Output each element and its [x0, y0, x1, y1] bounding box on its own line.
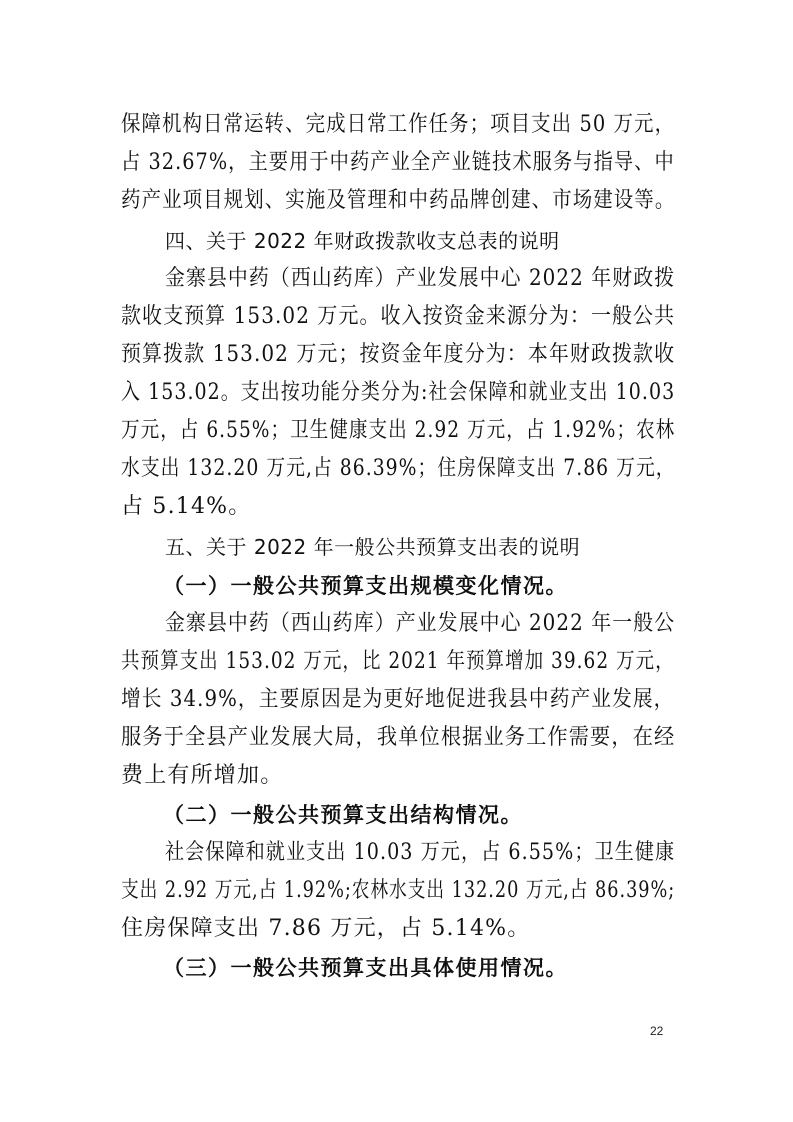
body-line: 占 32.67%，主要用于中药产业全产业链技术服务与指导、中	[121, 150, 675, 175]
subheading-2: （二）一般公共预算支出结构情况。	[163, 802, 523, 827]
body-line: 金寨县中药（西山药库）产业发展中心 2022 年财政拨	[165, 266, 676, 291]
subheading-3: （三）一般公共预算支出具体使用情况。	[163, 955, 568, 980]
body-line: 金寨县中药（西山药库）产业发展中心 2022 年一般公	[165, 611, 676, 636]
body-line: 占 5.14%。	[121, 494, 252, 519]
body-line: 住房保障支出 7.86 万元，占 5.14%。	[121, 916, 531, 941]
body-line: 预算拨款 153.02 万元；按资金年度分为：本年财政拨款收	[121, 342, 676, 367]
section-heading-5: 五、关于 2022 年一般公共预算支出表的说明	[165, 535, 581, 559]
body-line: 支出 2.92 万元,占 1.92%;农林水支出 132.20 万元,占 86.39%;	[121, 878, 676, 903]
body-line: 服务于全县产业发展大局，我单位根据业务工作需要，在经	[121, 725, 676, 750]
page-number: 22	[650, 1024, 664, 1038]
section-heading-4: 四、关于 2022 年财政拨款收支总表的说明	[165, 229, 560, 253]
body-line: 万元，占 6.55%；卫生健康支出 2.92 万元，占 1.92%；农林	[121, 418, 676, 443]
body-line: 款收支预算 153.02 万元。收入按资金来源分为：一般公共	[121, 304, 676, 329]
body-line: 共预算支出 153.02 万元，比 2021 年预算增加 39.62 万元，	[121, 649, 675, 674]
body-line: 水支出 132.20 万元,占 86.39%；住房保障支出 7.86 万元，	[121, 456, 676, 481]
body-line: 药产业项目规划、实施及管理和中药品牌创建、市场建设等。	[121, 188, 676, 213]
body-line: 增长 34.9%，主要原因是为更好地促进我县中药产业发展，	[121, 687, 675, 712]
body-line: 保障机构日常运转、完成日常工作任务；项目支出 50 万元，	[121, 112, 676, 137]
body-line: 社会保障和就业支出 10.03 万元，占 6.55%；卫生健康	[165, 840, 676, 865]
body-line: 费上有所增加。	[121, 763, 284, 788]
subheading-1: （一）一般公共预算支出规模变化情况。	[163, 573, 568, 598]
body-line: 入 153.02。支出按功能分类分为:社会保障和就业支出 10.03	[121, 380, 676, 405]
